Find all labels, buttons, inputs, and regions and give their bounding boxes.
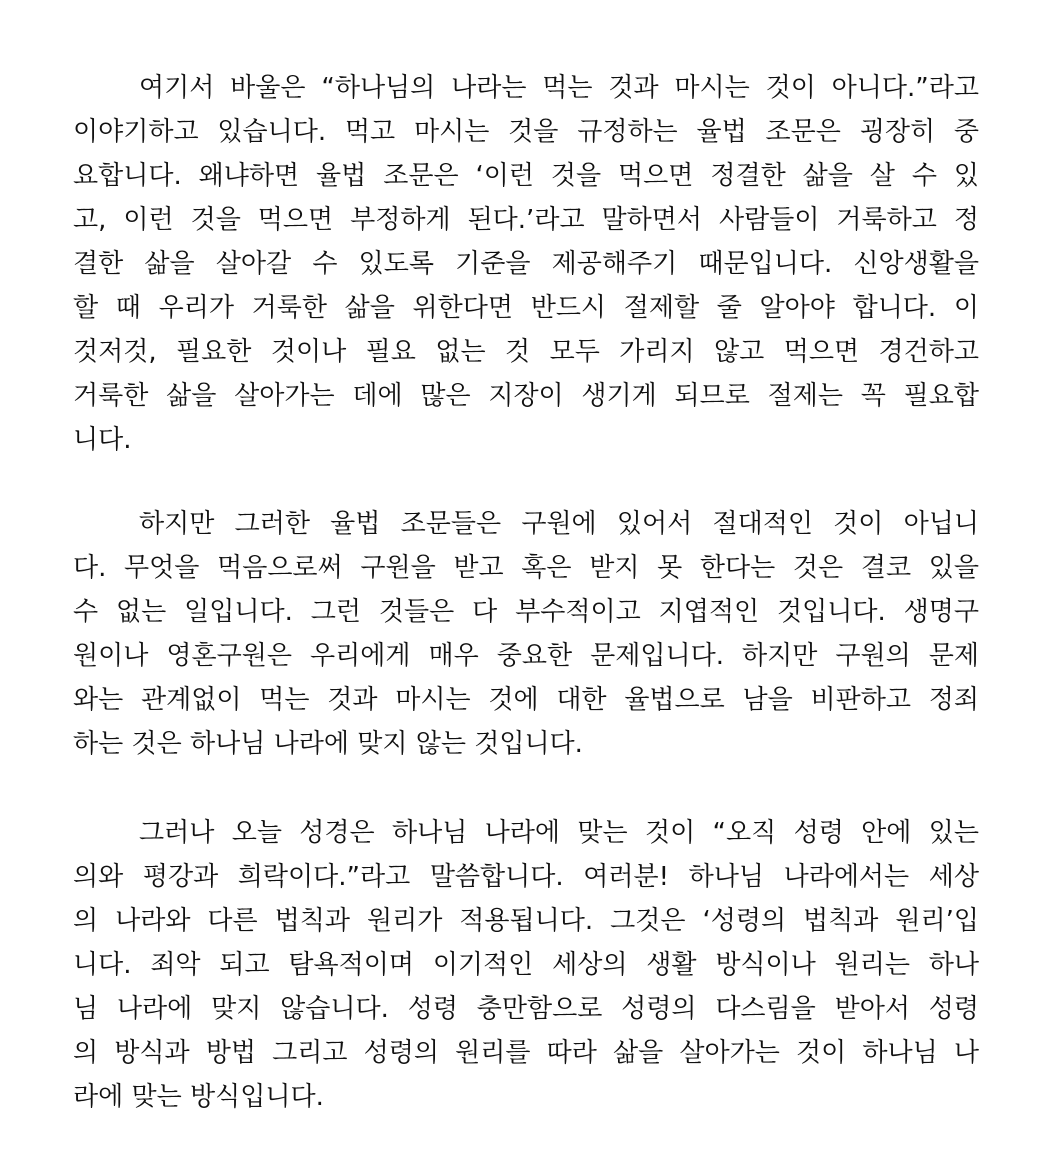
paragraph-line: 하지만 그러한 율법 조문들은 구원에 있어서 절대적인 것이 아닙니 <box>139 509 979 539</box>
paragraph-line: 요합니다. 왜냐하면 율법 조문은 ‘이런 것을 먹으면 정결한 삶을 살 수 있 <box>73 161 979 191</box>
paragraph-3 <box>73 811 979 1119</box>
paragraph-line: 님 나라에 맞지 않습니다. 성령 충만함으로 성령의 다스림을 받아서 성령 <box>73 994 979 1024</box>
paragraph-line: 라에 맞는 방식입니다. <box>73 1082 324 1112</box>
paragraph-line: 고, 이런 것을 먹으면 부정하게 된다.’라고 말하면서 사람들이 거룩하고 정 <box>73 205 979 235</box>
paragraph-1 <box>73 66 979 462</box>
paragraph-line: 와는 관계없이 먹는 것과 마시는 것에 대한 율법으로 남을 비판하고 정죄 <box>73 685 979 715</box>
paragraph-line: 것저것, 필요한 것이나 필요 없는 것 모두 가리지 않고 먹으면 경건하고 <box>73 337 979 367</box>
paragraph-line: 수 없는 일입니다. 그런 것들은 다 부수적이고 지엽적인 것입니다. 생명구 <box>73 597 979 627</box>
paragraph-line: 그러나 오늘 성경은 하나님 나라에 맞는 것이 “오직 성령 안에 있는 <box>139 818 979 848</box>
paragraph-line: 니다. <box>73 425 132 455</box>
paragraph-line: 하는 것은 하나님 나라에 맞지 않는 것입니다. <box>73 729 583 759</box>
paragraph-line: 원이나 영혼구원은 우리에게 매우 중요한 문제입니다. 하지만 구원의 문제 <box>73 641 979 671</box>
paragraph-line: 할 때 우리가 거룩한 삶을 위한다면 반드시 절제할 줄 알아야 합니다. 이 <box>73 293 979 323</box>
paragraph-line: 여기서 바울은 “하나님의 나라는 먹는 것과 마시는 것이 아니다.”라고 <box>139 73 979 103</box>
paragraph-line: 의 방식과 방법 그리고 성령의 원리를 따라 삶을 살아가는 것이 하나님 나 <box>73 1038 979 1068</box>
paragraph-line: 의 나라와 다른 법칙과 원리가 적용됩니다. 그것은 ‘성령의 법칙과 원리’입 <box>73 906 979 936</box>
paragraph-line: 의와 평강과 희락이다.”라고 말씀합니다. 여러분! 하나님 나라에서는 세상 <box>73 862 979 892</box>
paragraph-line: 니다. 죄악 되고 탐욕적이며 이기적인 세상의 생활 방식이나 원리는 하나 <box>73 950 979 980</box>
paragraph-line: 이야기하고 있습니다. 먹고 마시는 것을 규정하는 율법 조문은 굉장히 중 <box>73 117 979 147</box>
paragraph-line: 다. 무엇을 먹음으로써 구원을 받고 혹은 받지 못 한다는 것은 결코 있을 <box>73 553 979 583</box>
paragraph-line: 결한 삶을 살아갈 수 있도록 기준을 제공해주기 때문입니다. 신앙생활을 <box>73 249 979 279</box>
paragraph-2 <box>73 502 979 766</box>
paragraph-line: 거룩한 삶을 살아가는 데에 많은 지장이 생기게 되므로 절제는 꼭 필요합 <box>73 381 979 411</box>
